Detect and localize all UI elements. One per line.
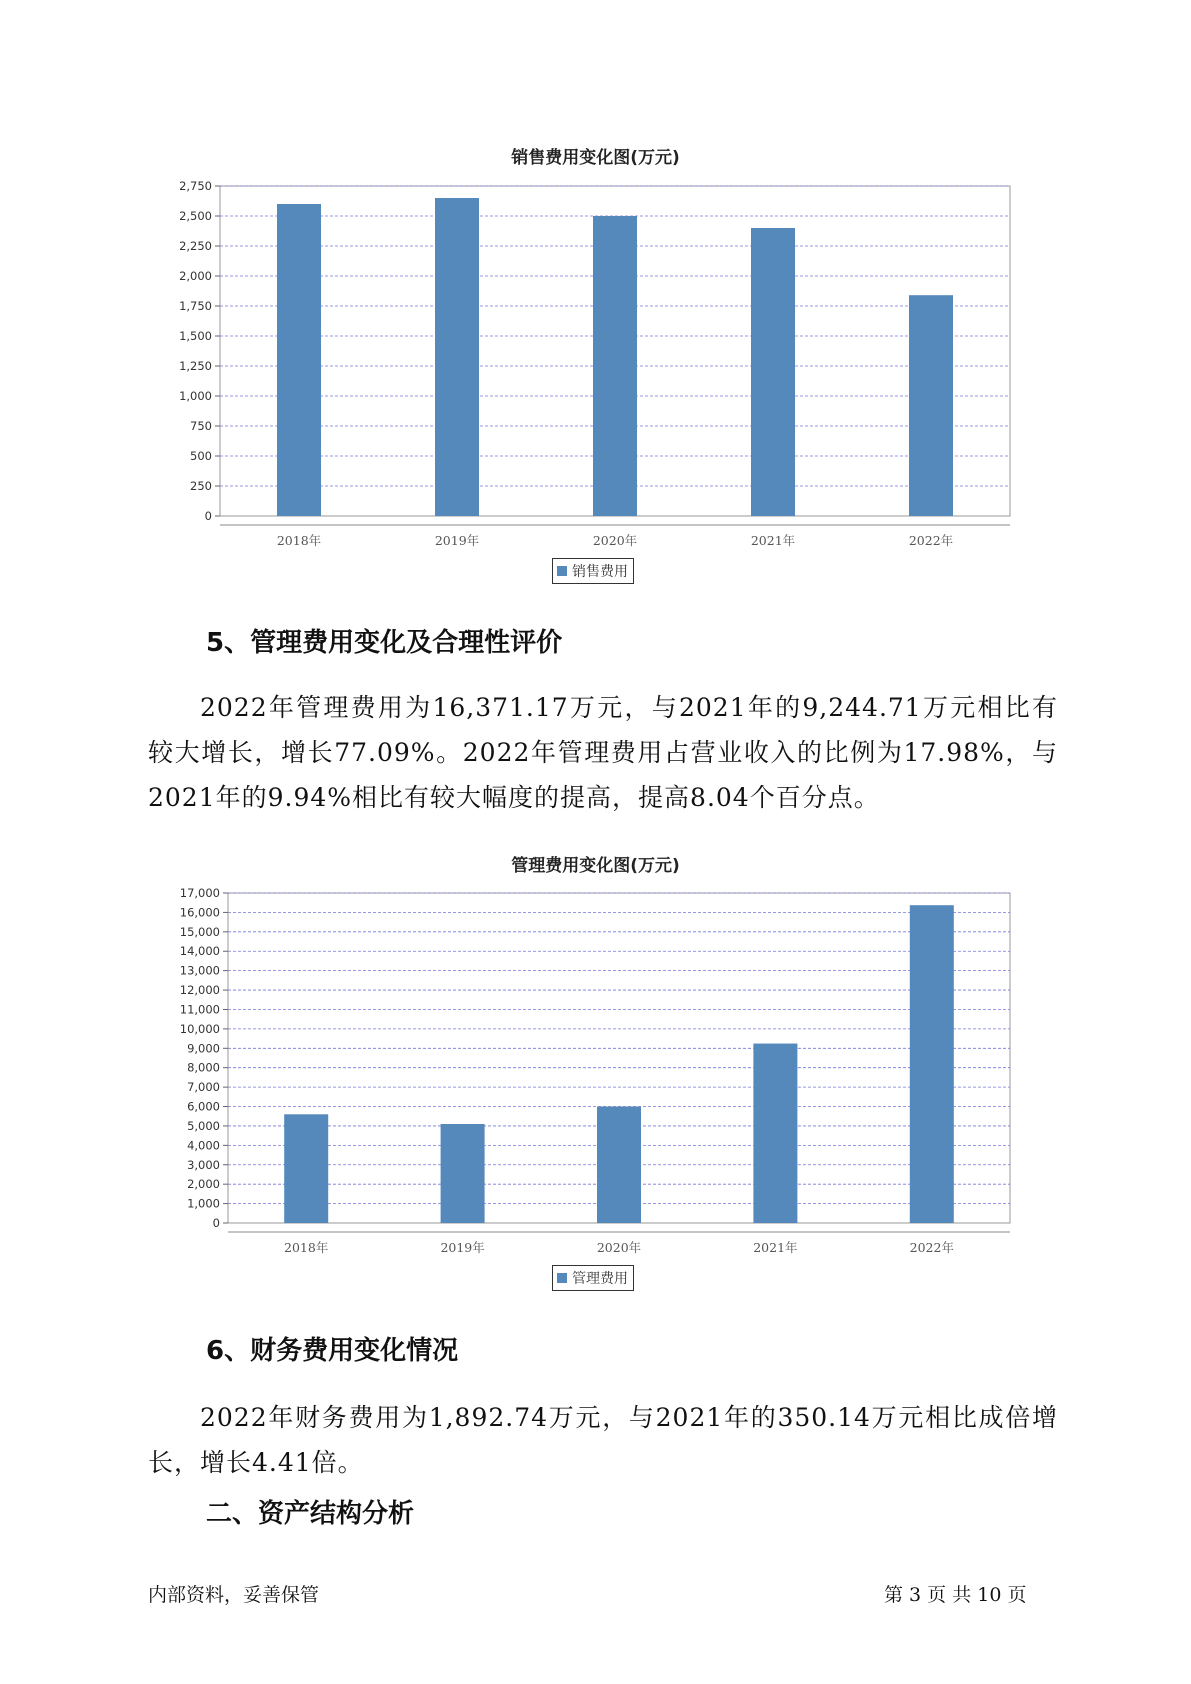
x-category-label: 2022年 — [908, 533, 954, 548]
bar-2019年 — [441, 1124, 485, 1223]
y-tick-label: 6,000 — [187, 1099, 220, 1114]
bar-2018年 — [284, 1114, 328, 1223]
y-tick-label: 0 — [212, 1216, 220, 1230]
x-category-label: 2022年 — [909, 1240, 954, 1255]
y-tick-label: 1,000 — [179, 389, 212, 403]
y-tick-label: 2,000 — [179, 269, 212, 283]
y-tick-label: 2,750 — [179, 179, 212, 193]
y-tick-label: 7,000 — [187, 1080, 220, 1095]
y-tick-label: 0 — [204, 509, 212, 523]
legend-label: 销售费用 — [572, 564, 628, 580]
x-category-label: 2021年 — [750, 533, 796, 548]
section-6-paragraph: 2022年财务费用为1,892.74万元，与2021年的350.14万元相比成倍增长，增长4.41倍。 — [148, 1403, 1058, 1477]
y-tick-label: 2,250 — [179, 239, 212, 253]
bar-2022年 — [910, 905, 954, 1223]
footer-page-number: 第 3 页 共 10 页 — [884, 1584, 1027, 1606]
y-tick-label: 750 — [190, 419, 212, 433]
x-category-label: 2018年 — [276, 533, 322, 548]
y-tick-label: 5,000 — [187, 1118, 220, 1133]
y-tick-label: 4,000 — [187, 1138, 220, 1153]
legend-label: 管理费用 — [572, 1271, 628, 1287]
admin-chart-title: 管理费用变化图(万元) — [511, 856, 680, 876]
y-tick-label: 2,500 — [179, 209, 212, 223]
y-tick-label: 12,000 — [179, 983, 220, 998]
legend-swatch — [557, 1273, 567, 1283]
y-tick-label: 9,000 — [187, 1041, 220, 1056]
y-tick-label: 14,000 — [179, 944, 220, 959]
x-category-label: 2019年 — [434, 533, 480, 548]
admin-chart-legend — [552, 1265, 634, 1291]
section-2-heading: 二、资产结构分析 — [206, 1499, 415, 1529]
y-tick-label: 1,750 — [179, 299, 212, 313]
y-tick-label: 250 — [190, 479, 212, 493]
y-tick-label: 1,000 — [187, 1196, 220, 1211]
y-tick-label: 10,000 — [179, 1021, 220, 1036]
bar-2020年 — [597, 1107, 641, 1223]
y-tick-label: 17,000 — [179, 886, 220, 900]
y-tick-label: 16,000 — [179, 905, 220, 920]
y-tick-label: 15,000 — [179, 924, 220, 939]
x-category-label: 2018年 — [284, 1240, 329, 1255]
x-category-label: 2019年 — [440, 1240, 485, 1255]
x-category-label: 2020年 — [592, 533, 638, 548]
y-tick-label: 8,000 — [187, 1060, 220, 1075]
section-5-paragraph: 2022年管理费用为16,371.17万元，与2021年的9,244.71万元相比有较大增长，增长77.09%。2022年管理费用占营业收入的比例为17.98%，与2021年的9.94%相比有较大幅度的提高，提高8.04个百分点。 — [148, 693, 1058, 812]
y-tick-label: 1,500 — [179, 329, 212, 343]
x-category-label: 2020年 — [596, 1240, 642, 1255]
section-6-heading: 6、财务费用变化情况 — [206, 1336, 459, 1366]
y-tick-label: 2,000 — [187, 1177, 220, 1192]
y-tick-label: 11,000 — [179, 1002, 220, 1017]
y-tick-label: 500 — [190, 449, 212, 463]
section-5-heading: 5、管理费用变化及合理性评价 — [206, 628, 563, 658]
bar-2021年 — [753, 1044, 797, 1223]
y-tick-label: 3,000 — [187, 1157, 220, 1172]
sales-chart-title: 销售费用变化图(万元) — [511, 148, 680, 168]
x-category-label: 2021年 — [753, 1240, 798, 1255]
y-tick-label: 1,250 — [179, 359, 212, 373]
footer-confidential: 内部资料，妥善保管 — [148, 1584, 320, 1606]
y-tick-label: 13,000 — [179, 963, 220, 978]
